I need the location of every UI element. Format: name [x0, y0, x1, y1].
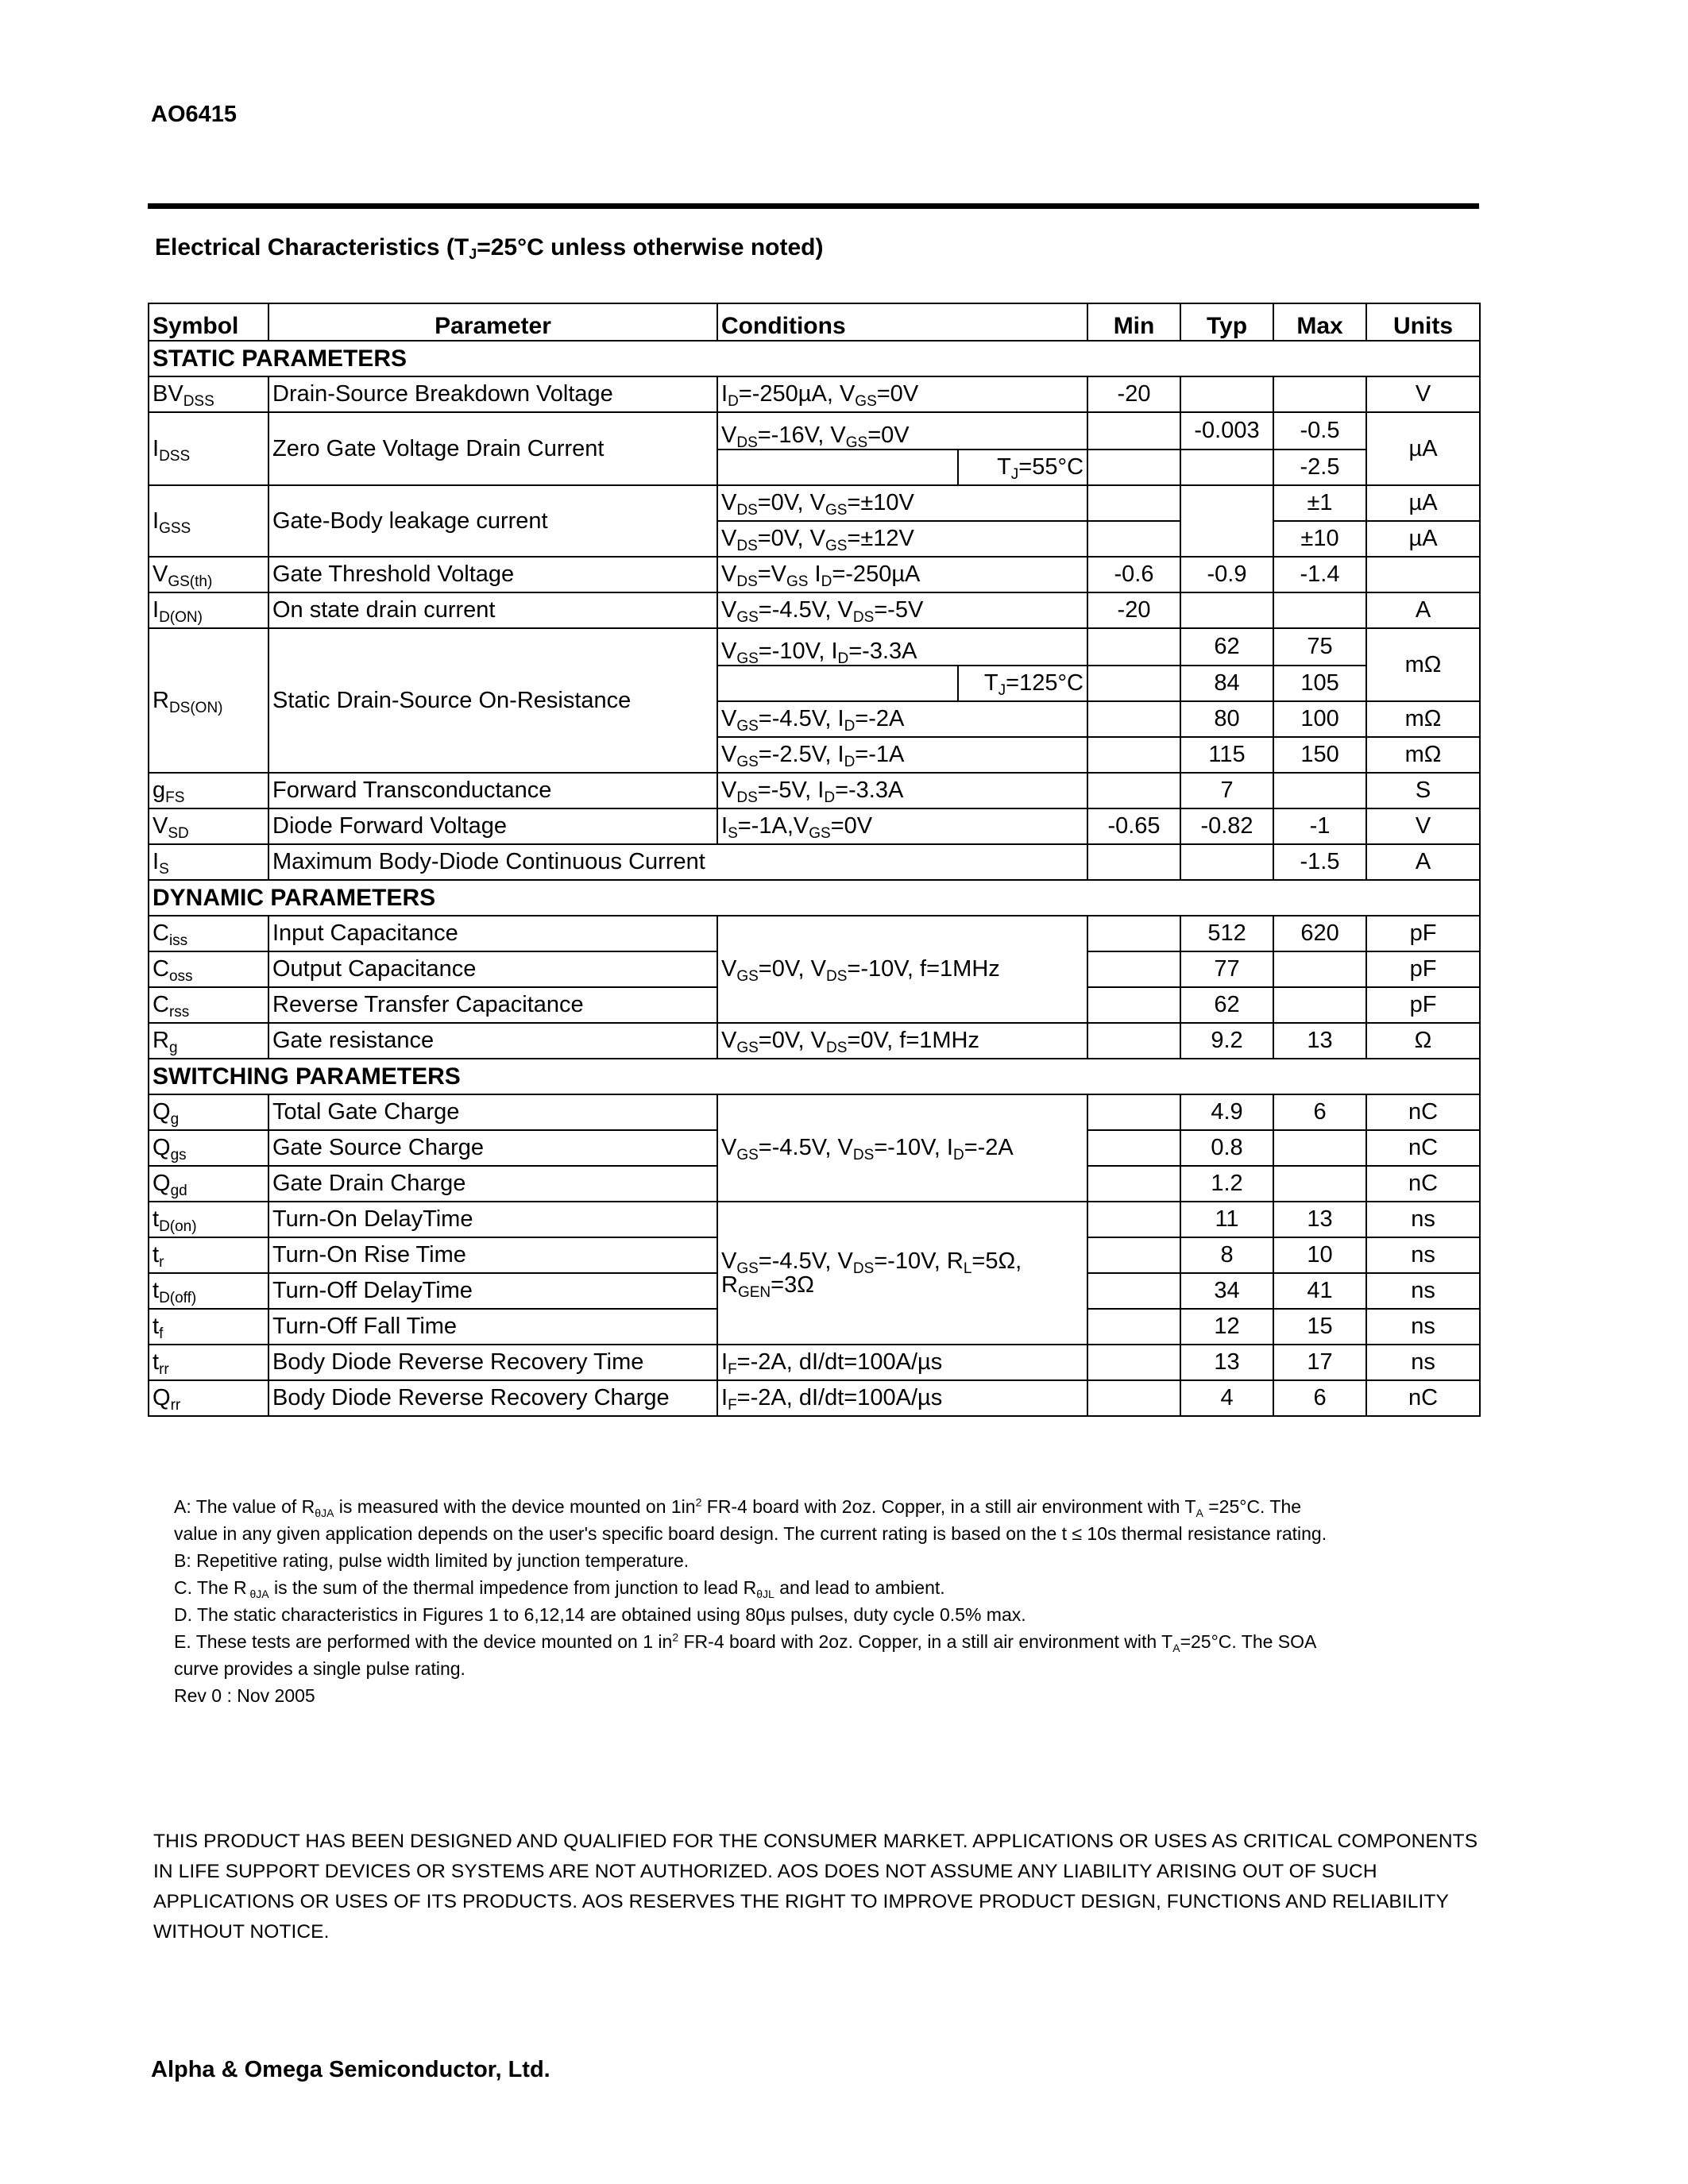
table-header-row: Symbol Parameter Conditions Min Typ Max Units: [149, 303, 1480, 341]
part-number: AO6415: [151, 102, 238, 127]
table-row: $Q_{gs}$ Gate Source Charge 0.8 nC: [149, 1130, 1480, 1166]
company-name: Alpha & Omega Semiconductor, Ltd.: [151, 2057, 550, 2082]
section-row: SWITCHING PARAMETERS: [149, 1059, 1480, 1094]
table-row: $BV_{DSS}$ Drain-Source Breakdown Voltage $I_D=-250\mu A$, $V_{GS}=0V$ -20 V: [149, 376, 1480, 412]
table-row: $V_{GS}=-4.5V$, $I_D=-2A$ 80 100 mΩ: [149, 701, 1480, 737]
note-a: A: The value of $R_{\theta JA}$ is measured with the device mounted on $1in^2$ FR-4 board with 2oz. Copper, in a still air environment with $T_A =25^\circ C$. The value in any given application depends on the user's specific board design. The current rating is based on the t ≤ 10s thermal resistance rating.: [174, 1495, 1327, 1544]
table-row: $t_{rr}$ Body Diode Reverse Recovery Time $I_F=-2A$, dI/dt=100A/µs 13 17 ns: [149, 1345, 1480, 1380]
footnotes: [174, 1493, 1477, 1709]
table-row: $V_{SD}$ Diode Forward Voltage $I_S=-1A,V_{GS}=0V$ -0.65 -0.82 -1 V: [149, 808, 1480, 844]
revision: Rev 0 : Nov 2005: [174, 1685, 315, 1706]
note-c: C. The R $_{\theta JA}$ is the sum of the thermal impedence from junction to lead $R_{\theta JL}$ and lead to ambient.: [174, 1577, 945, 1600]
table-row: $Q_{gd}$ Gate Drain Charge 1.2 nC: [149, 1166, 1480, 1202]
table-row: $V_{DS}=0V$, $V_{GS}=\pm 12V$ ±10 µA: [149, 521, 1480, 557]
table-row: $t_{D(off)}$ Turn-Off DelayTime 34 41 ns: [149, 1273, 1480, 1309]
table-row: $I_{D(ON)}$ On state drain current $V_{GS}=-4.5V$, $V_{DS}=-5V$ -20 A: [149, 592, 1480, 628]
table-row: $I_{GSS}$ Gate-Body leakage current $V_{DS}=0V$, $V_{GS}=\pm 10V$ ±1 µA: [149, 485, 1480, 521]
table-row: $I_{DSS}$ Zero Gate Voltage Drain Current $V_{DS}=-16V$, $V_{GS}=0V$ -0.003 -0.5 µA: [149, 412, 1480, 450]
table-row: $t_{D(on)}$ Turn-On DelayTime $V_{GS}=-4.5V$, $V_{DS}=-10V$, $R_L=5\Omega$, $R_{GEN}=3\Omega$ 11 13 ns: [149, 1202, 1480, 1237]
section-row: STATIC PARAMETERS: [149, 341, 1480, 376]
table-row: $C_{iss}$ Input Capacitance $V_{GS}=0V$, $V_{DS}=-10V$, f=1MHz 512 620 pF: [149, 916, 1480, 951]
table-row: $V_{GS}=-2.5V$, $I_D=-1A$ 115 150 mΩ: [149, 737, 1480, 773]
table-row: $Q_{rr}$ Body Diode Reverse Recovery Charge $I_F=-2A$, dI/dt=100A/µs 4 6 nC: [149, 1380, 1480, 1416]
header-rule: [148, 203, 1479, 209]
table-row: $V_{GS(th)}$ Gate Threshold Voltage $V_{DS}=V_{GS}$ $I_D=-250\mu A$ -0.6 -0.9 -1.4: [149, 557, 1480, 592]
table-row: $T_J=55^\circ C$ -2.5: [149, 450, 1480, 485]
note-b: B: Repetitive rating, pulse width limited by junction temperature.: [174, 1550, 689, 1571]
table-row: $C_{oss}$ Output Capacitance 77 pF: [149, 951, 1480, 987]
table-row: $t_r$ Turn-On Rise Time 8 10 ns: [149, 1237, 1480, 1273]
note-d: D. The static characteristics in Figures 1 to 6,12,14 are obtained using 80µs pulses, duty cycle 0.5% max.: [174, 1604, 1026, 1625]
note-e: E. These tests are performed with the device mounted on 1 $in^2$ FR-4 board with 2oz. Copper, in a still air environment with $T_A=25^\circ C$. The SOA curve provides a single pulse rating.: [174, 1630, 1317, 1679]
table-row: $T_J=125^\circ C$ 84 105: [149, 666, 1480, 701]
electrical-characteristics-table: [148, 303, 1481, 1417]
section-title: Electrical Characteristics ($T_J=25^\circ C$ unless otherwise noted): [155, 234, 824, 262]
section-row: DYNAMIC PARAMETERS: [149, 880, 1480, 916]
table-row: $R_{DS(ON)}$ Static Drain-Source On-Resistance $V_{GS}=-10V$, $I_D=-3.3A$ 62 75 mΩ: [149, 628, 1480, 666]
disclaimer: THIS PRODUCT HAS BEEN DESIGNED AND QUALIFIED FOR THE CONSUMER MARKET. APPLICATIONS OR USES AS CRITICAL COMPONENTS IN LIFE SUPPORT DEVICES OR SYSTEMS ARE NOT AUTHORIZED. AOS DOES NOT ASSUME ANY LIABILITY ARISING OUT OF SUCH APPLICATIONS OR USES OF ITS PRODUCTS. AOS RESERVES THE RIGHT TO IMPROVE PRODUCT DESIGN, FUNCTIONS AND RELIABILITY WITHOUT NOTICE.: [153, 1831, 1478, 1943]
table-row: $g_{FS}$ Forward Transconductance $V_{DS}=-5V$, $I_D=-3.3A$ 7 S: [149, 773, 1480, 808]
table-row: $C_{rss}$ Reverse Transfer Capacitance 62 pF: [149, 987, 1480, 1023]
table-row: $I_S$ Maximum Body-Diode Continuous Current -1.5 A: [149, 844, 1480, 880]
table-row: $R_g$ Gate resistance $V_{GS}=0V$, $V_{DS}=0V$, f=1MHz 9.2 13 Ω: [149, 1023, 1480, 1059]
table-row: $t_f$ Turn-Off Fall Time 12 15 ns: [149, 1309, 1480, 1345]
table-row: $Q_g$ Total Gate Charge $V_{GS}=-4.5V$, $V_{DS}=-10V$, $I_D=-2A$ 4.9 6 nC: [149, 1094, 1480, 1130]
